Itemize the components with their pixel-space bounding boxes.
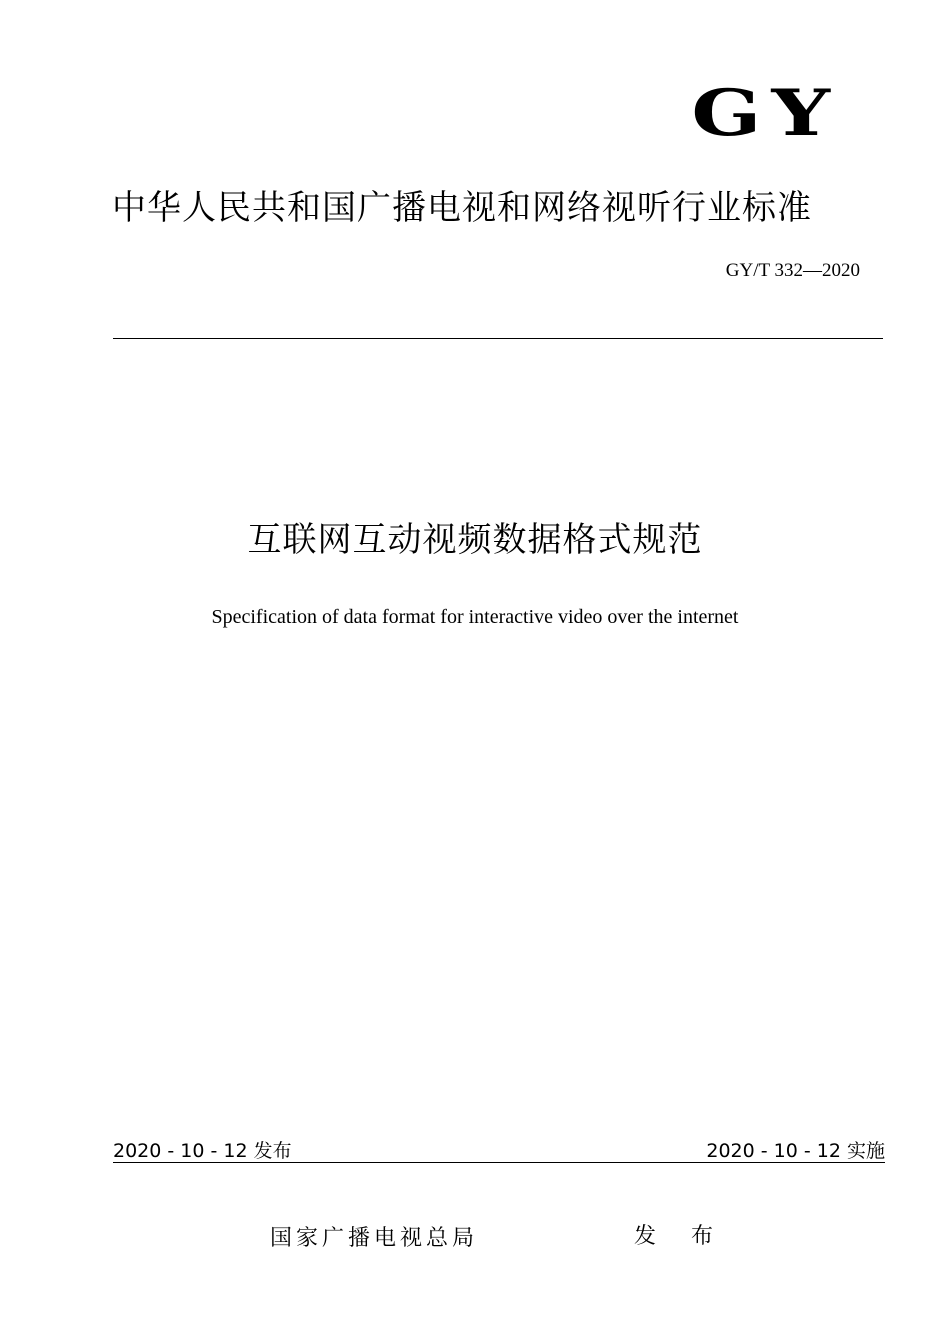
gy-logo: GY [691, 75, 840, 151]
date-line [113, 1138, 885, 1164]
publisher-name: 国家广播电视总局 [270, 1226, 479, 1251]
document-title-en: Specification of data format for interactive video over the internet [211, 606, 739, 628]
top-divider [113, 338, 883, 339]
standard-category-title: 中华人民共和国广播电视和网络视听行业标准 [112, 188, 812, 228]
standard-code: GY/T 332—2020 [725, 260, 860, 281]
publish-label: 发 布 [634, 1224, 727, 1249]
bottom-divider [113, 1162, 885, 1163]
publish-date: 2020 - 10 - 12 发布 [113, 1140, 292, 1162]
implement-date: 2020 - 10 - 12 实施 [706, 1140, 885, 1162]
document-title-zh: 互联网互动视频数据格式规范 [247, 520, 703, 560]
